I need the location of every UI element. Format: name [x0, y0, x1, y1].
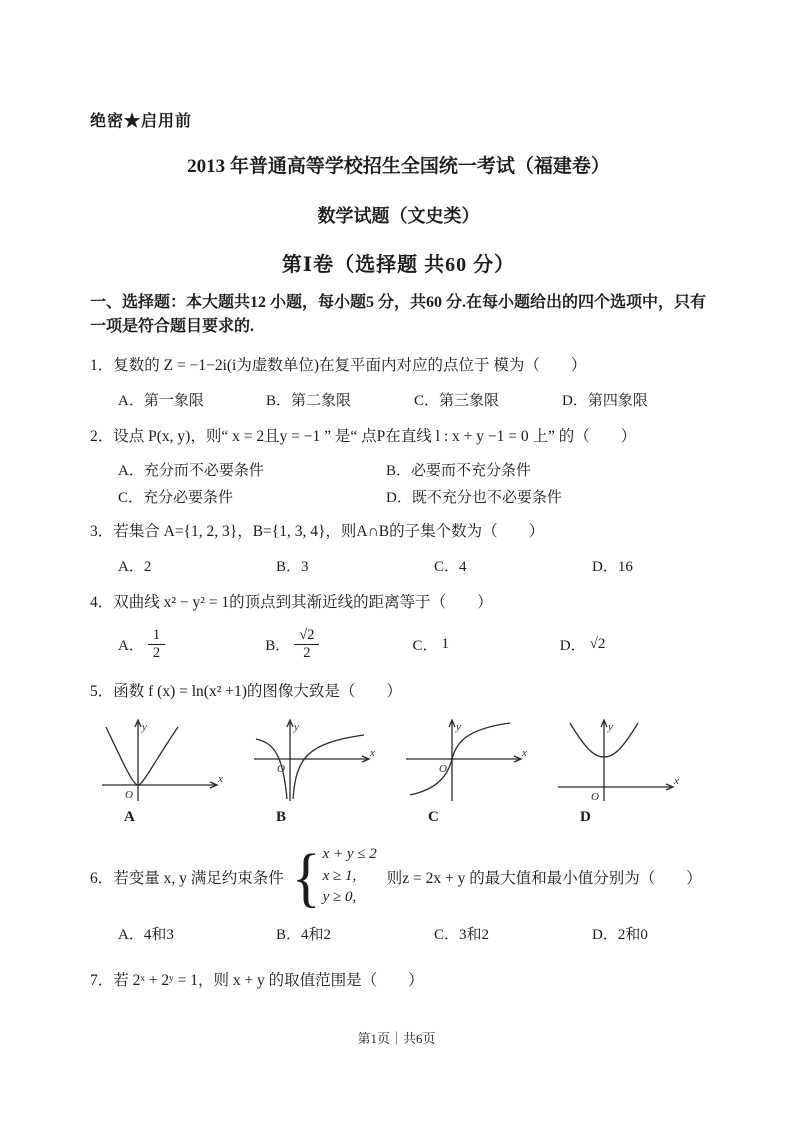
option-1c: C．第三象限 — [414, 392, 500, 409]
classification-banner: 绝密★启用前 — [90, 113, 193, 130]
option-4d: D． √2 — [559, 635, 606, 654]
graph-option-b — [246, 713, 382, 826]
question-6-suffix: 则z = 2x + y 的最大值和最小值分别为（ ） — [386, 869, 702, 887]
question-2-options-row-1 — [90, 459, 707, 480]
constraint-3: y ≥ 0, — [322, 889, 357, 906]
option-6c: C．3和2 — [434, 927, 490, 944]
svg-text:O: O — [591, 790, 599, 803]
svg-text:O: O — [277, 762, 285, 775]
svg-text:O: O — [439, 762, 447, 775]
graph-option-a — [94, 713, 230, 826]
fraction-root2-over-2: $\frac{√2}{2}$ — [294, 628, 319, 661]
option-2b: B．必要而不充分条件 — [386, 463, 532, 480]
option-1b: B．第二象限 — [266, 392, 352, 409]
fraction-one-half: $\frac{1}{2}$ — [148, 628, 165, 661]
option-4b — [265, 628, 412, 661]
graph-a-plot-icon — [94, 713, 230, 807]
graph-b-label: B — [276, 808, 287, 825]
option-2d: D．既不充分也不必要条件 — [386, 490, 562, 507]
svg-text:O: O — [125, 788, 133, 801]
question-5-graphs — [90, 713, 707, 826]
option-3c: C．4 — [434, 559, 467, 576]
option-4b-label: B． — [265, 637, 291, 654]
option-4a-label: A． — [118, 637, 144, 654]
graph-option-d — [550, 713, 686, 826]
question-6-stem — [90, 840, 707, 913]
constraint-system — [323, 844, 377, 909]
svg-text:x: x — [522, 746, 527, 759]
svg-text:y: y — [294, 720, 299, 733]
option-1d: D．第四象限 — [562, 392, 648, 409]
option-4a — [118, 628, 265, 661]
graph-c-label: C — [428, 808, 439, 825]
graph-d-plot-icon — [550, 713, 686, 807]
question-2-options-row-2 — [90, 486, 707, 507]
option-6a: A．4和3 — [118, 927, 174, 944]
section-instructions: 一、选择题：本大题共12 小题，每小题5 分，共60 分.在每小题给出的四个选项中，只有一项是符合题目要求的. — [90, 294, 707, 335]
question-7-stem: 7．若 2ˣ + 2ʸ = 1，则 x + y 的取值范围是（ ） — [90, 972, 424, 990]
svg-text:y: y — [456, 720, 461, 733]
question-4-stem: 4．双曲线 x² − y² = 1的顶点到其渐近线的距离等于（ ） — [90, 594, 493, 612]
option-3b: B．3 — [276, 559, 309, 576]
svg-text:y: y — [142, 720, 147, 733]
question-5-stem: 5．函数 f (x) = ln(x² +1)的图像大致是（ ） — [90, 683, 402, 701]
option-3a: A．2 — [118, 559, 152, 576]
question-3-options — [90, 555, 707, 576]
question-4-options — [90, 628, 707, 661]
option-4c: C． 1 — [412, 635, 450, 654]
svg-text:y: y — [608, 720, 613, 733]
question-1-options — [90, 389, 707, 410]
svg-text:x: x — [674, 774, 679, 787]
page-footer: 第1页｜共6页 — [357, 1031, 436, 1046]
question-2-stem: 2．设点 P(x, y)，则“ x = 2且y = −1 ” 是“ 点P在直线 l : x + y −1 = 0 上” 的（ ） — [90, 427, 637, 445]
option-2a: A．充分而不必要条件 — [118, 463, 264, 480]
question-3-stem: 3．若集合 A={1, 2, 3}，B={1, 3, 4}，则A∩B的子集个数为（ ） — [90, 523, 545, 541]
graph-b-plot-icon — [246, 713, 382, 807]
graph-a-label: A — [124, 808, 135, 825]
graph-option-c — [398, 713, 534, 826]
constraint-1: x + y ≤ 2 — [322, 845, 377, 862]
question-1-stem: 1．复数的 Z = −1−2i(i为虚数单位)在复平面内对应的点位于 模为（ ） — [90, 357, 587, 374]
exam-subtitle: 数学试题（文史类） — [317, 206, 480, 226]
option-6d: D．2和0 — [592, 927, 648, 944]
graph-d-label: D — [580, 808, 591, 825]
question-6-options — [90, 923, 707, 944]
graph-c-plot-icon — [398, 713, 534, 807]
option-3d: D．16 — [592, 559, 633, 576]
question-6-prefix: 6．若变量 x, y 满足约束条件 — [90, 869, 284, 887]
section-heading: 第Ⅰ卷（选择题 共60 分） — [281, 254, 516, 276]
svg-text:x: x — [370, 746, 375, 759]
svg-text:x: x — [218, 772, 223, 785]
option-1a: A．第一象限 — [118, 392, 204, 409]
exam-title: 2013 年普通高等学校招生全国统一考试（福建卷） — [187, 156, 610, 177]
option-6b: B．4和2 — [276, 927, 332, 944]
option-2c: C．充分必要条件 — [118, 490, 234, 507]
constraint-2: x ≥ 1, — [322, 867, 357, 884]
constraint-brace: { — [291, 840, 321, 913]
